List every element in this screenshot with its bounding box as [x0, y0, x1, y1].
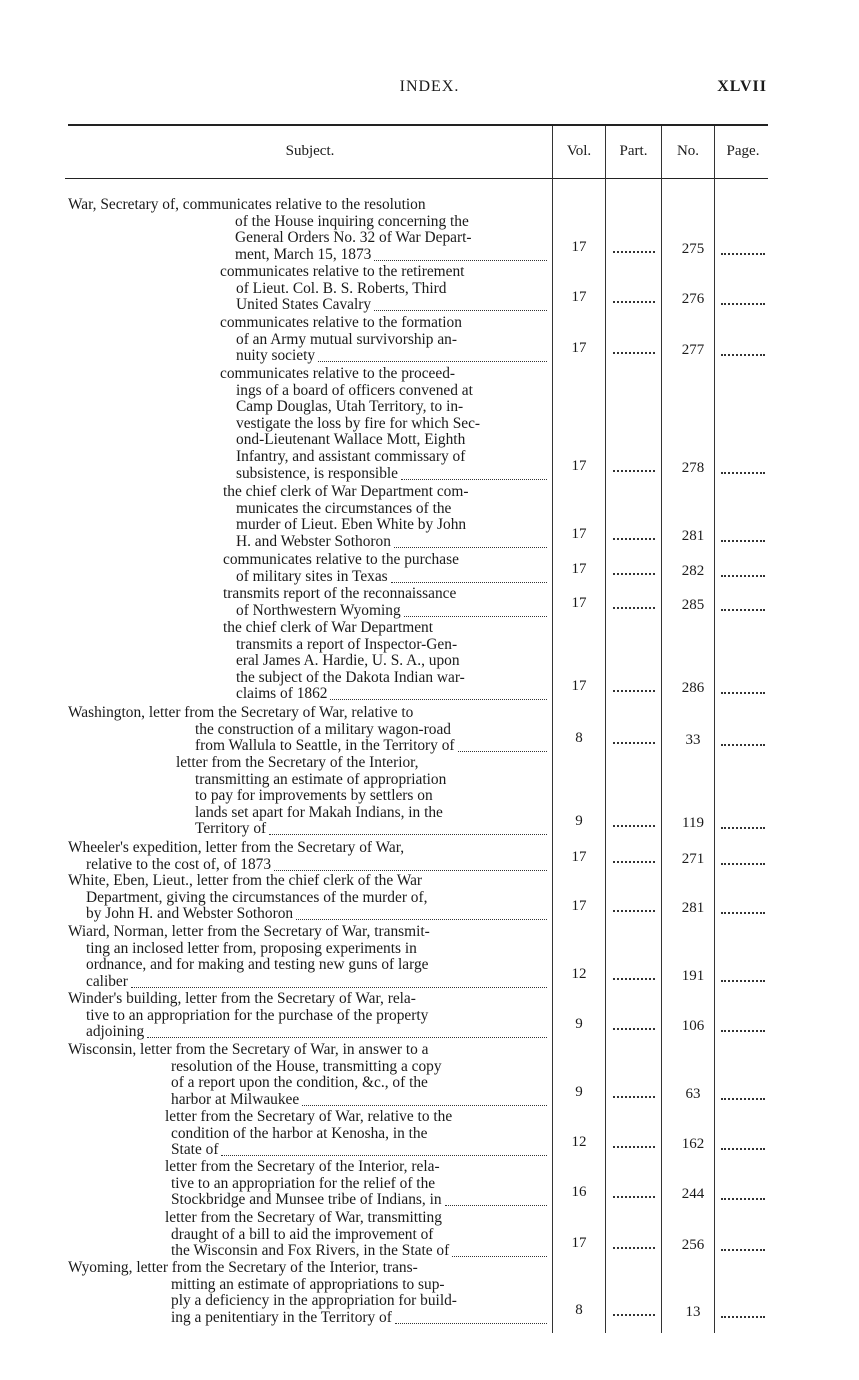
part-leader [613, 742, 655, 744]
entry-vol: 17 [571, 457, 587, 474]
entry-line: Wisconsin, letter from the Secretary of War, in answer to a [68, 1041, 429, 1058]
part-leader [613, 1247, 655, 1249]
entry-vol: 17 [571, 289, 587, 306]
entry-line: letter from the Secretary of War, relative to the [165, 1108, 453, 1125]
dot-leader [330, 699, 547, 700]
entry-line: communicates relative to the proceed- [220, 365, 456, 382]
part-leader [613, 1028, 655, 1030]
entry-no: 244 [681, 1186, 705, 1203]
entry-vol: 17 [571, 1235, 587, 1252]
entry-vol: 9 [575, 813, 583, 830]
entry-vol: 17 [571, 594, 587, 611]
entry-no: 281 [681, 527, 705, 544]
entry-line: draught of a bill to aid the improvement of [171, 1225, 434, 1243]
page-leader [721, 1316, 765, 1318]
entry-line: murder of Lieut. Eben White by John [236, 516, 467, 534]
entry-no: 277 [681, 342, 705, 359]
entry-vol: 17 [571, 848, 587, 865]
entry-line: ply a deficiency in the appropriation for build- [171, 1292, 457, 1310]
part-leader [613, 1146, 655, 1148]
page-leader [721, 980, 765, 982]
entry-line: nuity society [236, 347, 316, 365]
entry-line: to pay for improvements by settlers on [195, 787, 433, 805]
part-leader [613, 301, 655, 303]
entry-line: caliber [86, 972, 128, 990]
page-leader [721, 1198, 765, 1200]
part-leader [613, 690, 655, 692]
entry-line: tive to an appropriation for the purchase of the property [86, 1006, 429, 1024]
entry-line: State of [171, 1141, 219, 1159]
entry-line: condition of the harbor at Kenosha, in the [171, 1124, 428, 1142]
entry-line: Wiard, Norman, letter from the Secretary of War, transmit- [68, 923, 430, 940]
entry-line: relative to the cost of, of 1873 [86, 855, 272, 873]
entry-line: the construction of a military wagon-road [195, 720, 452, 738]
top-rule [68, 124, 768, 126]
entry-line: of the House inquiring concerning the [235, 212, 469, 230]
entry-vol: 17 [571, 340, 587, 357]
entry-line: of a report upon the condition, &c., of the [171, 1074, 428, 1092]
page-leader [721, 1030, 765, 1032]
entry-no: 13 [685, 1303, 701, 1320]
entry-line: of Lieut. Col. B. S. Roberts, Third [236, 279, 447, 297]
dot-leader [395, 1323, 547, 1324]
entry-line: municates the circumstances of the [236, 499, 452, 517]
part-leader [613, 825, 655, 827]
entry-line: transmits report of the reconnaissance [223, 585, 457, 602]
part-leader [613, 1196, 655, 1198]
page-number: XLVII [717, 78, 767, 95]
part-leader [613, 251, 655, 253]
entry-line: Stockbridge and Munsee tribe of Indians, in [171, 1191, 442, 1209]
entry-line: H. and Webster Sothoron [236, 532, 391, 550]
page-title: INDEX. [399, 78, 460, 95]
dot-leader [131, 987, 547, 988]
col-header-subject: Subject. [285, 143, 335, 159]
entry-no: 286 [681, 680, 705, 697]
entry-line: lands set apart for Makah Indians, in the [195, 803, 443, 821]
entry-line: Territory of [195, 820, 267, 838]
entry-no: 106 [681, 1018, 705, 1035]
entry-line: General Orders No. 32 of War Depart- [235, 229, 472, 247]
entry-line: ting an inclosed letter from, proposing experiments in [86, 939, 417, 957]
entry-line: the chief clerk of War Department com- [223, 483, 469, 500]
page-leader [721, 1098, 765, 1100]
dot-leader [274, 870, 547, 871]
entry-no: 271 [681, 850, 705, 867]
entry-line: ond-Lieutenant Wallace Mott, Eighth [236, 431, 466, 449]
entry-vol: 17 [571, 525, 587, 542]
dot-leader [452, 1256, 547, 1257]
part-leader [613, 470, 655, 472]
page-leader [721, 912, 765, 914]
dot-leader [296, 919, 547, 920]
entry-no: 276 [681, 291, 705, 308]
entry-line: eral James A. Hardie, U. S. A., upon [236, 652, 460, 670]
entry-no: 63 [685, 1085, 701, 1102]
page-leader [721, 472, 765, 474]
entry-vol: 12 [571, 965, 587, 982]
entry-line: mitting an estimate of appropriations to sup- [171, 1275, 445, 1293]
col-header-page: Page. [726, 143, 760, 159]
dot-leader [445, 1205, 547, 1206]
part-leader [613, 910, 655, 912]
col-divider-part [605, 126, 606, 1333]
entry-no: 256 [681, 1237, 705, 1254]
dot-leader [391, 582, 547, 583]
entry-vol: 8 [575, 730, 583, 747]
entry-no: 191 [681, 967, 705, 984]
dot-leader [318, 361, 547, 362]
entry-vol: 9 [575, 1083, 583, 1100]
entry-line: ing a penitentiary in the Territory of [171, 1308, 392, 1326]
page-leader [721, 354, 765, 356]
entry-line: the Wisconsin and Fox Rivers, in the State of [171, 1242, 450, 1260]
entry-line: letter from the Secretary of the Interior, rela- [165, 1158, 440, 1175]
entry-line: tive to an appropriation for the relief of the [171, 1174, 436, 1192]
dot-leader [147, 1037, 547, 1038]
entry-line: from Wallula to Seattle, in the Territory of [195, 737, 455, 755]
page-leader [721, 1249, 765, 1251]
entry-line: vestigate the loss by fire for which Sec- [236, 414, 481, 432]
dot-leader [394, 547, 547, 548]
entry-line: Department, giving the circumstances of the murder of, [86, 888, 428, 906]
part-leader [613, 573, 655, 575]
entry-line: communicates relative to the retirement [220, 263, 465, 280]
entry-no: 282 [681, 562, 705, 579]
page-leader [721, 863, 765, 865]
entry-line: United States Cavalry [236, 296, 372, 314]
entry-no: 275 [681, 240, 705, 257]
entry-line: communicates relative to the purchase [223, 551, 459, 568]
entry-line: Washington, letter from the Secretary of War, relative to [68, 704, 414, 721]
part-leader [613, 352, 655, 354]
entry-line: Camp Douglas, Utah Territory, to in- [236, 398, 464, 416]
entry-line: claims of 1862 [236, 685, 328, 703]
entry-line: Wheeler's expedition, letter from the Secretary of War, [68, 839, 405, 856]
entry-vol: 8 [575, 1301, 583, 1318]
entry-line: letter from the Secretary of the Interior, [176, 754, 419, 771]
entry-line: by John H. and Webster Sothoron [86, 905, 294, 923]
dot-leader [221, 1155, 547, 1156]
entry-line: adjoining [86, 1023, 145, 1041]
col-header-vol: Vol. [566, 143, 592, 159]
part-leader [613, 538, 655, 540]
entry-no: 285 [681, 596, 705, 613]
part-leader [613, 1096, 655, 1098]
entry-line: subsistence, is responsible [236, 464, 399, 482]
entry-line: ment, March 15, 1873 [235, 245, 372, 263]
entry-line: resolution of the House, transmitting a copy [171, 1057, 442, 1075]
entry-line: the chief clerk of War Department [223, 619, 433, 636]
entry-vol: 17 [571, 678, 587, 695]
entry-vol: 17 [571, 898, 587, 915]
entry-vol: 17 [571, 560, 587, 577]
entry-line: communicates relative to the formation [220, 314, 462, 331]
entry-line: the subject of the Dakota Indian war- [236, 668, 465, 686]
entry-line: Winder's building, letter from the Secretary of War, rela- [68, 990, 416, 1007]
part-leader [613, 978, 655, 980]
dot-leader [374, 310, 547, 311]
entry-vol: 12 [571, 1134, 587, 1151]
dot-leader [401, 479, 547, 480]
entry-line: of Northwestern Wyoming [236, 601, 401, 619]
page-leader [721, 540, 765, 542]
dot-leader [269, 834, 547, 835]
entry-vol: 9 [575, 1016, 583, 1033]
page-leader [721, 253, 765, 255]
entry-vol: 16 [571, 1184, 587, 1201]
entry-no: 33 [685, 732, 701, 749]
col-header-part: Part. [619, 143, 648, 159]
entry-line: letter from the Secretary of War, transmitting [165, 1209, 442, 1226]
entry-no: 281 [681, 900, 705, 917]
page-leader [721, 744, 765, 746]
entry-line: ings of a board of officers convened at [236, 381, 473, 399]
entry-no: 119 [682, 815, 704, 832]
entry-line: Wyoming, letter from the Secretary of the Interior, trans- [68, 1259, 418, 1276]
page-leader [721, 1148, 765, 1150]
part-leader [613, 861, 655, 863]
col-header-no: No. [676, 143, 700, 159]
entry-line: of an Army mutual survivorship an- [236, 330, 457, 348]
entry-vol: 17 [571, 238, 587, 255]
dot-leader [302, 1105, 547, 1106]
entry-line: ordnance, and for making and testing new guns of large [86, 956, 429, 974]
page-leader [721, 609, 765, 611]
entry-line: of military sites in Texas [236, 567, 388, 585]
entry-line: White, Eben, Lieut., letter from the chief clerk of the War [68, 872, 423, 889]
entry-line: harbor at Milwaukee [171, 1090, 300, 1108]
entry-line: War, Secretary of, communicates relative to the resolution [68, 196, 426, 213]
page-leader [721, 303, 765, 305]
dot-leader [404, 616, 547, 617]
dot-leader [458, 751, 547, 752]
entry-line: Infantry, and assistant commissary of [236, 448, 466, 465]
entry-no: 162 [681, 1136, 705, 1153]
entry-line: transmits a report of Inspector-Gen- [236, 635, 458, 653]
entry-no: 278 [681, 459, 705, 476]
page-leader [721, 692, 765, 694]
page-leader [721, 827, 765, 829]
part-leader [613, 1314, 655, 1316]
header-rule [65, 178, 768, 179]
entry-line: transmitting an estimate of appropriation [195, 770, 447, 788]
dot-leader [374, 260, 547, 261]
page-leader [721, 575, 765, 577]
part-leader [613, 607, 655, 609]
